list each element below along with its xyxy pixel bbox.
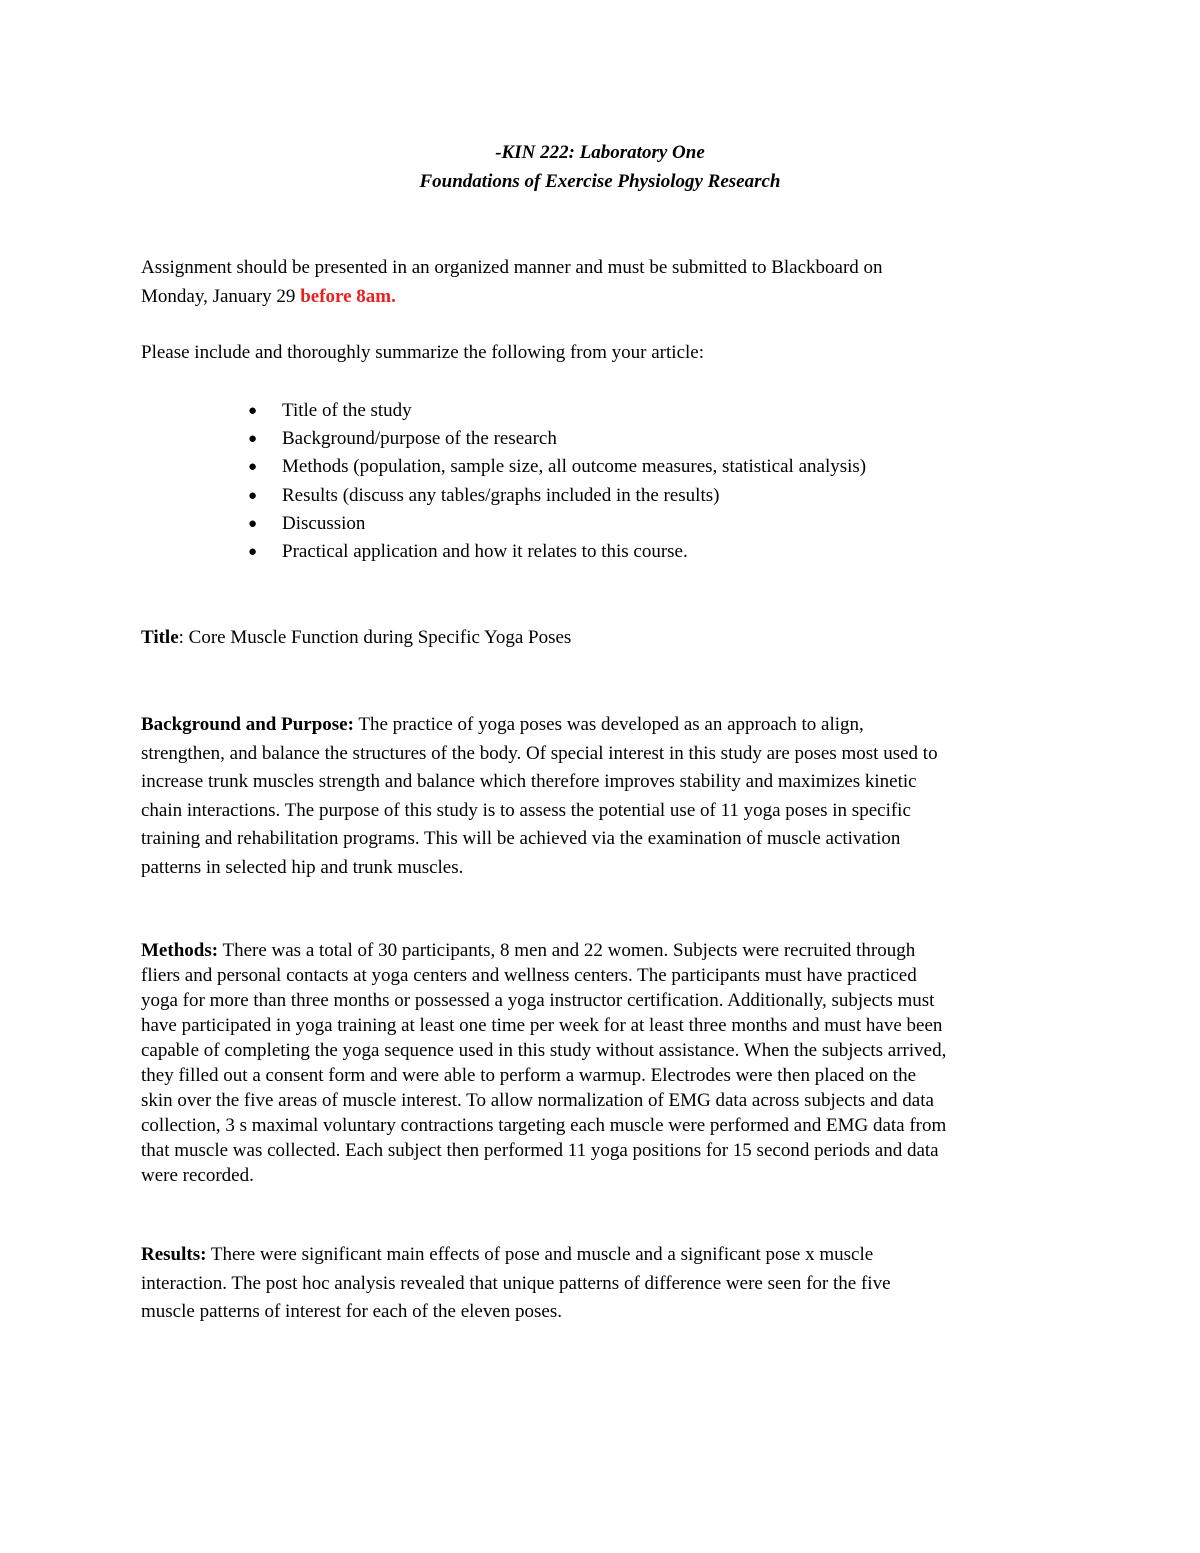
paragraph-line: skin over the five areas of muscle interest. To allow normalization of EMG data across subjects and data [141,1090,934,1111]
paragraph-line: collection, 3 s maximal voluntary contractions targeting each muscle were performed and EMG data from [141,1115,947,1136]
bullet-icon: ● [248,431,258,448]
list-item-label: Title of the study [282,400,412,421]
paragraph-line [141,711,1071,740]
paragraph-line: fliers and personal contacts at yoga centers and wellness centers. The participants must have practiced [141,965,917,986]
list-item-label: Discussion [282,512,366,534]
bullet-icon: ● [248,487,258,504]
list-item-label: Practical application and how it relates to this course. [282,540,688,562]
paragraph-line: were recorded. [141,1165,254,1186]
paragraph-text: There were significant main effects of pose and muscle and a significant pose x muscle [206,1244,874,1265]
paragraph-line: yoga for more than three months or possessed a yoga instructor certification. Additionally, subjects must [141,990,935,1011]
requirements-list [248,399,866,568]
submission-instructions-line1: Assignment should be presented in an organized manner and must be submitted to Blackboard on [141,257,883,278]
methods-label: Methods: [141,940,219,961]
paragraph-line: training and rehabilitation programs. This will be achieved via the examination of muscle activation [141,828,901,850]
paragraph-line [141,1241,1071,1270]
list-item [248,512,866,540]
list-item-label: Background/purpose of the research [282,428,557,450]
paragraph-line: interaction. The post hoc analysis revealed that unique patterns of difference were seen for the five [141,1272,891,1294]
paragraph-line: strengthen, and balance the structures of the body. Of special interest in this study are poses most used to [141,742,938,764]
paragraph-line [141,938,1071,963]
paragraph-text: The practice of yoga poses was developed as an approach to align, [353,714,864,735]
list-item [248,540,866,568]
methods-section [141,938,1071,1188]
submission-date: Monday, January 29 [141,286,301,307]
paragraph-line: increase trunk muscles strength and balance which therefore improves stability and maximizes kinetic [141,771,917,793]
paragraph-line: capable of completing the yoga sequence used in this study without assistance. When the subjects arrived, [141,1040,947,1061]
title-label: Title [141,627,179,648]
paragraph-line: patterns in selected hip and trunk muscles. [141,856,464,878]
document-subtitle: Foundations of Exercise Physiology Research [419,171,781,192]
list-item [248,427,866,455]
bullet-icon: ● [248,515,258,532]
results-label: Results: [141,1244,207,1265]
summary-prompt: Please include and thoroughly summarize the following from your article: [141,342,704,363]
list-item [248,484,866,512]
submission-instructions-line2 [141,286,1071,308]
list-item-label: Results (discuss any tables/graphs included in the results) [282,484,720,506]
deadline-highlight: before 8am. [300,286,396,307]
title-section [141,627,1071,649]
results-section [141,1241,1071,1327]
bullet-icon: ● [248,459,258,476]
bullet-icon: ● [248,543,258,560]
paragraph-line: chain interactions. The purpose of this study is to assess the potential use of 11 yoga poses in specific [141,799,911,821]
course-title: -KIN 222: Laboratory One [495,142,705,163]
study-title: : Core Muscle Function during Specific Yoga Poses [178,627,572,648]
paragraph-line: they filled out a consent form and were able to perform a warmup. Electrodes were then placed on the [141,1065,917,1086]
paragraph-text: There was a total of 30 participants, 8 men and 22 women. Subjects were recruited through [218,940,916,961]
paragraph-line: that muscle was collected. Each subject then performed 11 yoga positions for 15 second periods and data [141,1140,939,1161]
background-label: Background and Purpose: [141,714,354,735]
background-section [141,711,1071,883]
bullet-icon: ● [248,403,258,419]
list-item [248,455,866,483]
list-item [248,399,866,427]
paragraph-line: muscle patterns of interest for each of the eleven poses. [141,1301,563,1323]
list-item-label: Methods (population, sample size, all outcome measures, statistical analysis) [282,456,867,478]
paragraph-line: have participated in yoga training at least one time per week for at least three months and must have been [141,1015,943,1036]
